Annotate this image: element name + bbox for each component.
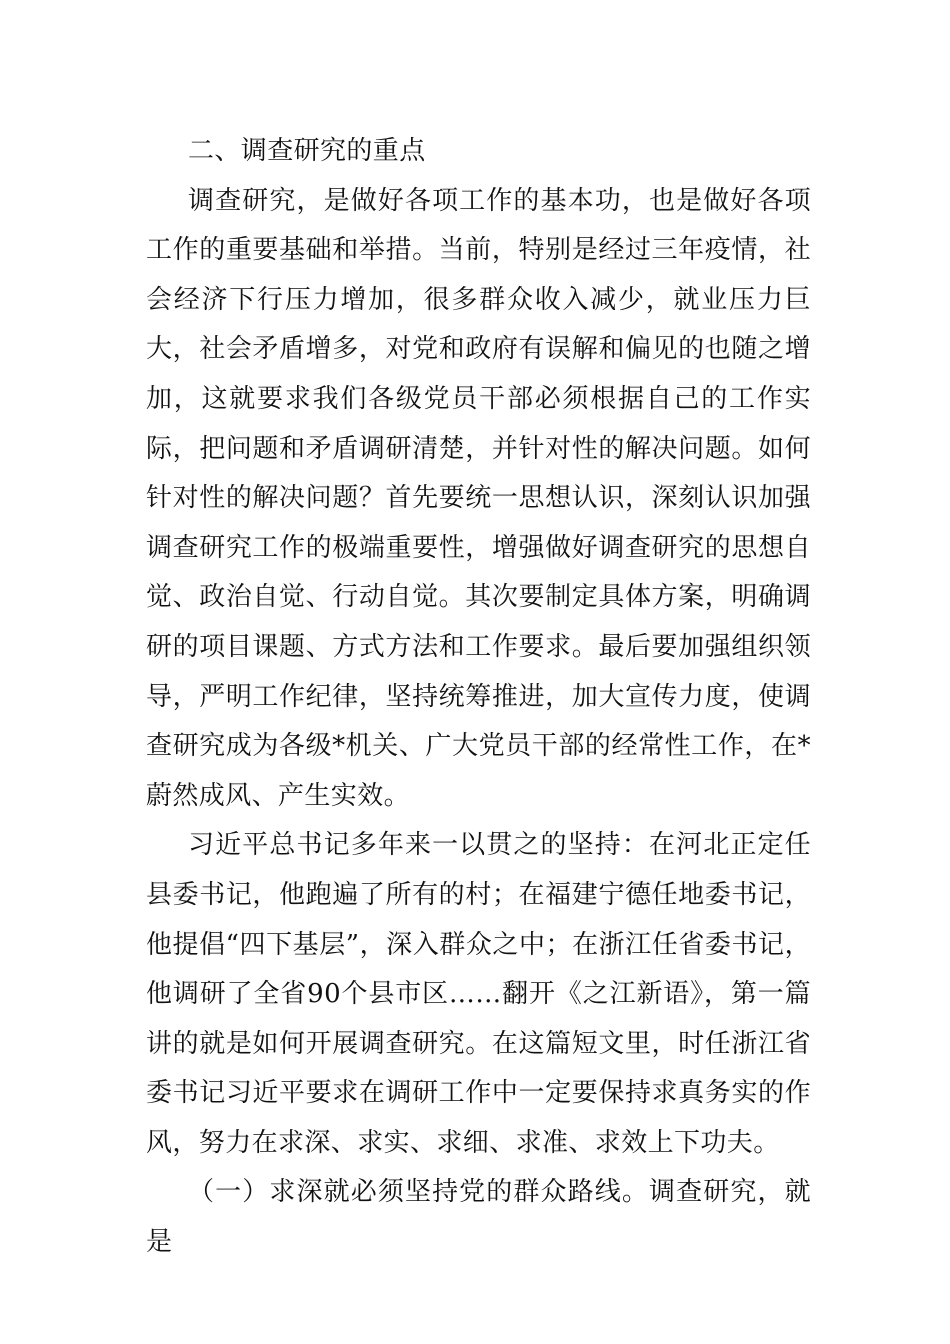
paragraph-subsection-one: （一）求深就必须坚持党的群众路线。调查研究，就是	[146, 1177, 811, 1258]
paragraph-xi-practice: 习近平总书记多年来一以贯之的坚持：在河北正定任县委书记，他跑遍了所有的村；在福建宁德任地委书记，他提倡“四下基层”，深入群众之中；在浙江任省委书记，他调研了全省90个县市区……翻开《之江新语》，第一篇讲的就是如何开展调查研究。在这篇短文里，时任浙江省委书记习近平要求在调研工作中一定要保持求真务实的作风，努力在求深、求实、求细、求准、求效上下功夫。	[146, 830, 811, 1158]
document-body	[146, 127, 811, 1268]
section-heading: 二、调查研究的重点	[188, 136, 426, 166]
paragraph-importance: 调查研究，是做好各项工作的基本功，也是做好各项工作的重要基础和举措。当前，特别是经过三年疫情，社会经济下行压力增加，很多群众收入减少，就业压力巨大，社会矛盾增多，对党和政府有误解和偏见的也随之增加，这就要求我们各级党员干部必须根据自己的工作实际，把问题和矛盾调研清楚，并针对性的解决问题。如何针对性的解决问题？首先要统一思想认识，深刻认识加强调查研究工作的极端重要性，增强做好调查研究的思想自觉、政治自觉、行动自觉。其次要制定具体方案，明确调研的项目课题、方式方法和工作要求。最后要加强组织领导，严明工作纪律，坚持统筹推进，加大宣传力度，使调查研究成为各级*机关、广大党员干部的经常性工作，在*蔚然成风、产生实效。	[146, 185, 811, 811]
